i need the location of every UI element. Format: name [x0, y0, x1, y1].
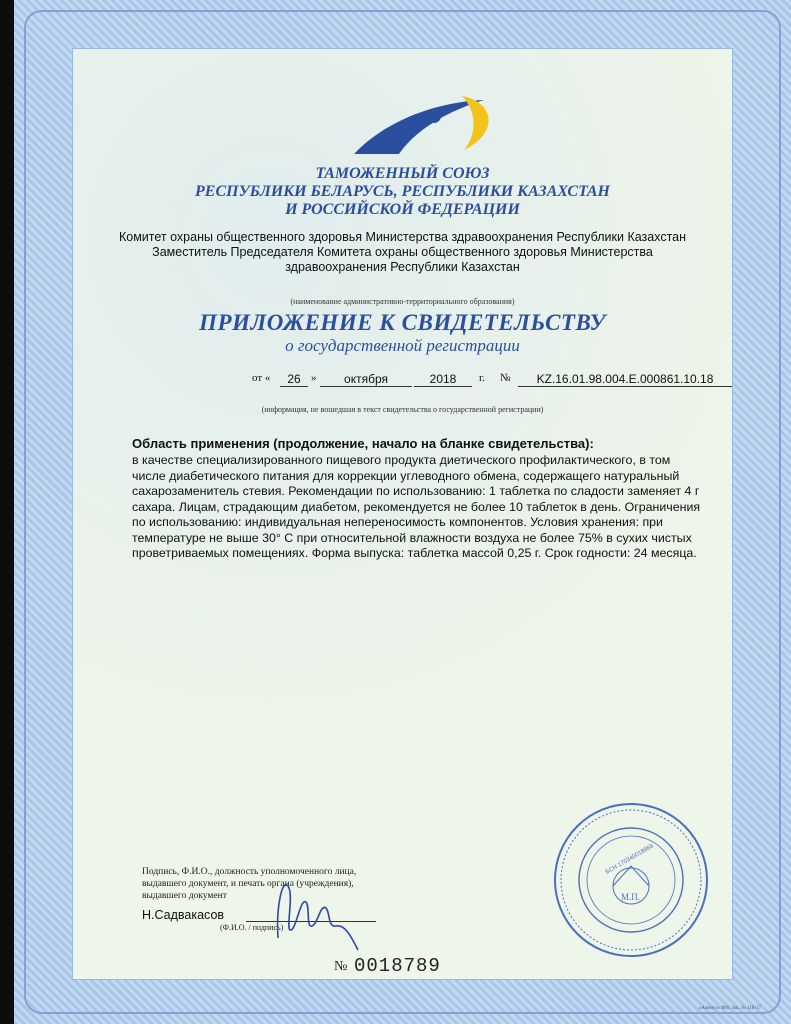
- authority-line2: Заместитель Председателя Комитета охраны общественного здоровья Министерства: [152, 245, 653, 259]
- scope-line: сахарозаменитель стевия. Рекомендации по использованию: 1 таблетка по сладости заменяет 4 г: [132, 484, 700, 498]
- scope-line: по использованию: индивидуальная непереносимость компонентов. Условия хранения: при: [132, 515, 663, 529]
- customs-union-logo-icon: [344, 92, 504, 162]
- authority-line1: Комитет охраны общественного здоровья Министерства здравоохранения Республики Казахстан: [118, 230, 687, 244]
- scope-line: в качестве специализированного пищевого продукта диетического профилактического, в том: [132, 453, 671, 467]
- official-stamp-icon: [551, 800, 711, 960]
- union-title-line2: РЕСПУБЛИКИ БЕЛАРУСЬ, РЕСПУБЛИКИ КАЗАХСТАН: [195, 183, 610, 200]
- date-month: октября: [320, 372, 412, 387]
- scan-edge: [0, 0, 14, 1024]
- signatory-name: Н.Садвакасов: [142, 908, 225, 922]
- certificate-page: [14, 0, 791, 1024]
- document-title: ПРИЛОЖЕНИЕ К СВИДЕТЕЛЬСТВУ: [199, 310, 606, 335]
- reg-number-label: №: [500, 372, 511, 384]
- serial-number: 0018789: [354, 955, 441, 977]
- stamp-inner-code: БСН 170340018869: [604, 843, 655, 876]
- authority-caption: (наименование административно-территориального образования): [290, 297, 515, 306]
- scope-line: сахара. Лицам, страдающим диабетом, рекомендуется не более 10 таблеток в день. Ограничения: [132, 499, 701, 514]
- stamp-mp-label: М.П.: [621, 892, 641, 902]
- info-caption: (информация, не вошедшая в текст свидетельства о государственной регистрации): [261, 405, 544, 414]
- date-year: 2018: [414, 372, 472, 387]
- scope-body: [132, 453, 752, 562]
- date-year-suffix: г.: [479, 372, 486, 384]
- signature-caption-line: выдавшего документ: [142, 891, 227, 901]
- printer-mark: «Азимут» ФИ. Зак. № 118-17: [698, 1006, 761, 1011]
- serial-label: №: [334, 959, 348, 974]
- fio-caption: (Ф.И.О. / подпись): [220, 923, 284, 932]
- scope-title: Область применения (продолжение, начало на бланке свидетельства):: [132, 436, 594, 451]
- handwritten-signature-icon: [266, 868, 376, 958]
- scope-line: проветриваемых помещениях. Форма выпуска: таблетка массой 0,25 г. Срок годности: 24 месяца.: [132, 546, 697, 560]
- signature-caption-line: Подпись, Ф.И.О., должность уполномоченного лица,: [142, 867, 357, 877]
- date-prefix: от «: [252, 372, 271, 384]
- document-subtitle: о государственной регистрации: [285, 336, 520, 355]
- scope-line: числе диабетического питания для коррекции углеводного обмена, содержащего натуральный: [132, 468, 680, 483]
- signature-caption-line: выдавшего документ, и печать органа (учреждения),: [142, 879, 354, 889]
- date-day: 26: [280, 372, 308, 387]
- authority-line3: здравоохранения Республики Казахстан: [285, 260, 520, 274]
- union-title-line3: И РОССИЙСКОЙ ФЕДЕРАЦИИ: [285, 201, 520, 218]
- scope-line: температуре не выше 30° С при относительной влажности воздуха не более 75% в сухих чистых: [132, 530, 692, 545]
- reg-number: KZ.16.01.98.004.E.000861.10.18: [518, 372, 732, 387]
- date-close-quote: »: [311, 372, 317, 384]
- union-title-line1: ТАМОЖЕННЫЙ СОЮЗ: [315, 165, 490, 182]
